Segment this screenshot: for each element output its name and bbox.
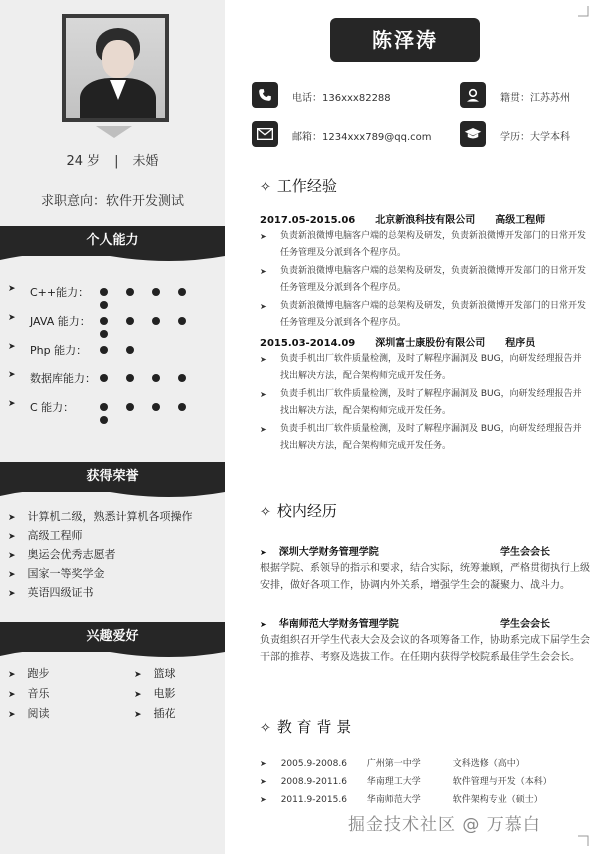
diamond-icon: ✧ bbox=[260, 180, 271, 195]
campus-entry-header bbox=[260, 543, 590, 558]
arrow-bullet-icon: ➤ bbox=[134, 670, 142, 680]
edu-period: 2005.9-2008.6 bbox=[280, 759, 347, 769]
arrow-bullet-icon: ➤ bbox=[8, 342, 16, 352]
honors-header bbox=[0, 462, 225, 492]
education-level: 学历：大学本科 bbox=[500, 132, 570, 143]
campus-role: 学生会会长 bbox=[500, 547, 550, 558]
arrow-bullet-icon: ➤ bbox=[260, 620, 267, 629]
arrow-bullet-icon: ➤ bbox=[260, 267, 267, 276]
edu-school: 华南师范大学 bbox=[366, 795, 421, 805]
skill-rating bbox=[100, 372, 204, 385]
job-objective: 求职意向：软件开发测试 bbox=[40, 194, 184, 209]
abilities-title: 个人能力 bbox=[86, 233, 139, 248]
arrow-bullet-icon: ➤ bbox=[8, 399, 16, 409]
edu-school: 广州第一中学 bbox=[366, 759, 421, 769]
job-period: 2017.05-2015.06 bbox=[260, 215, 356, 226]
skill-rating bbox=[100, 286, 223, 312]
edu-school: 华南理工大学 bbox=[366, 777, 421, 787]
job-duty-text: 负责新浪微博电脑客户端的总架构及研发，负责新浪微博开发部门的日常开发任务管理及分派到各个程序员。 bbox=[280, 301, 587, 328]
arrow-bullet-icon: ➤ bbox=[134, 690, 142, 700]
skill-rating bbox=[100, 315, 223, 341]
skill-row bbox=[8, 311, 223, 331]
hobby-text: 篮球 bbox=[153, 667, 176, 680]
job-header bbox=[260, 211, 565, 226]
separator: | bbox=[114, 154, 119, 169]
edu-major: 文科选修（高中） bbox=[452, 759, 525, 769]
arrow-bullet-icon: ➤ bbox=[8, 370, 16, 380]
profile-photo bbox=[66, 18, 165, 118]
campus-entry-text: 负责组织召开学生代表大会及会议的各项筹备工作，协助系完成下届学生会干部的推荐、考察及选拔工作。在任期内获得学校院系最佳学生会会长。 bbox=[260, 635, 590, 663]
job-duty bbox=[260, 263, 590, 297]
job-company: 北京新浪科技有限公司 bbox=[375, 215, 476, 226]
marital-status: 未婚 bbox=[132, 154, 159, 169]
hobby-text: 跑步 bbox=[27, 667, 50, 680]
arrow-bullet-icon: ➤ bbox=[8, 710, 16, 720]
arrow-bullet-icon: ➤ bbox=[8, 570, 16, 580]
skill-label: 数据库能力： bbox=[30, 372, 96, 385]
honor-text: 英语四级证书 bbox=[27, 586, 94, 599]
honor-text: 高级工程师 bbox=[27, 529, 83, 542]
campus-title-text: 校内经历 bbox=[276, 502, 337, 520]
honors-title: 获得荣誉 bbox=[86, 469, 139, 484]
honor-item bbox=[8, 508, 193, 524]
skill-label: C 能力： bbox=[30, 401, 75, 414]
job-duty bbox=[260, 228, 590, 262]
hobby-item bbox=[134, 705, 176, 721]
arrow-bullet-icon: ➤ bbox=[260, 795, 267, 804]
campus-org: 华南师范大学财务管理学院 bbox=[278, 619, 399, 630]
age: 24 岁 bbox=[66, 154, 101, 169]
arrow-bullet-icon: ➤ bbox=[260, 355, 267, 364]
honor-item bbox=[8, 527, 83, 543]
honor-item bbox=[8, 584, 94, 600]
job-company: 深圳富士康股份有限公司 bbox=[375, 338, 486, 349]
hobby-item bbox=[8, 665, 50, 681]
skill-row bbox=[8, 282, 223, 302]
profile-photo-frame bbox=[62, 14, 169, 122]
arrow-bullet-icon: ➤ bbox=[134, 710, 142, 720]
diamond-icon: ✧ bbox=[260, 721, 271, 736]
job-duty-text: 负责新浪微博电脑客户端的总架构及研发，负责新浪微博开发部门的日常开发任务管理及分派到各个程序员。 bbox=[280, 266, 587, 293]
job-duty-text: 负责手机出厂软件质量检测，及时了解程序漏洞及 BUG，向研发经理报告并找出解决方法，配合架构师完成开发任务。 bbox=[280, 354, 582, 381]
job-duty bbox=[260, 351, 590, 385]
hobby-item bbox=[8, 705, 50, 721]
abilities-header bbox=[0, 226, 225, 256]
edu-major: 软件架构专业（硕士） bbox=[452, 795, 543, 805]
age-marital-line bbox=[0, 150, 225, 169]
campus-role: 学生会会长 bbox=[500, 619, 550, 630]
skill-rating bbox=[100, 344, 152, 357]
education-row bbox=[260, 792, 590, 805]
hobby-text: 音乐 bbox=[27, 687, 50, 700]
campus-entry-header bbox=[260, 615, 590, 630]
edu-major: 软件管理与开发（本科） bbox=[452, 777, 552, 787]
arrow-bullet-icon: ➤ bbox=[8, 670, 16, 680]
campus-org: 深圳大学财务管理学院 bbox=[278, 547, 379, 558]
campus-section-title bbox=[260, 500, 337, 521]
skill-label: JAVA 能力： bbox=[30, 315, 91, 328]
arrow-bullet-icon: ➤ bbox=[260, 548, 267, 557]
education-row bbox=[260, 774, 590, 787]
edu-period: 2008.9-2011.6 bbox=[280, 777, 347, 787]
mail-icon bbox=[252, 121, 278, 147]
honor-item bbox=[8, 565, 105, 581]
job-duty-text: 负责手机出厂软件质量检测，及时了解程序漏洞及 BUG，向研发经理报告并找出解决方法，配合架构师完成开发任务。 bbox=[280, 389, 582, 416]
phone-number: 电话：136xxx82288 bbox=[292, 93, 391, 104]
corner-mark bbox=[578, 6, 592, 20]
arrow-bullet-icon: ➤ bbox=[8, 551, 16, 561]
diamond-icon: ✧ bbox=[260, 505, 271, 520]
arrow-bullet-icon: ➤ bbox=[260, 390, 267, 399]
skill-row bbox=[8, 397, 223, 417]
honor-text: 计算机二级，熟悉计算机各项操作 bbox=[27, 510, 193, 523]
skill-row bbox=[8, 340, 223, 360]
job-duty bbox=[260, 386, 590, 420]
honor-item bbox=[8, 546, 116, 562]
hobby-item bbox=[8, 685, 50, 701]
job-position: 程序员 bbox=[505, 338, 536, 349]
watermark: 掘金技术社区 @ 万慕白 bbox=[348, 815, 541, 835]
education-title-text: 教 育 背 景 bbox=[276, 718, 352, 736]
candidate-name: 陈泽涛 bbox=[330, 18, 480, 62]
hobby-text: 阅读 bbox=[27, 707, 50, 720]
hobby-text: 插花 bbox=[153, 707, 176, 720]
arrow-bullet-icon: ➤ bbox=[8, 589, 16, 599]
person-icon bbox=[460, 82, 486, 108]
arrow-bullet-icon: ➤ bbox=[260, 302, 267, 311]
corner-mark bbox=[578, 832, 592, 846]
job-duty-text: 负责新浪微博电脑客户端的总架构及研发，负责新浪微博开发部门的日常开发任务管理及分派到各个程序员。 bbox=[280, 231, 587, 258]
skill-label: Php 能力： bbox=[30, 344, 88, 357]
job-duty bbox=[260, 298, 590, 332]
hobbies-title: 兴趣爱好 bbox=[86, 629, 139, 644]
sidebar bbox=[0, 0, 225, 854]
skill-label: C++能力： bbox=[30, 286, 90, 299]
edu-period: 2011.9-2015.6 bbox=[280, 795, 347, 805]
job-duty bbox=[260, 421, 590, 455]
work-section-title bbox=[260, 175, 337, 196]
arrow-bullet-icon: ➤ bbox=[8, 313, 16, 323]
job-duty-text: 负责手机出厂软件质量检测，及时了解程序漏洞及 BUG，向研发经理报告并找出解决方法，配合架构师完成开发任务。 bbox=[280, 424, 582, 451]
origin: 籍贯：江苏苏州 bbox=[500, 93, 570, 104]
arrow-bullet-icon: ➤ bbox=[260, 777, 267, 786]
job-position: 高级工程师 bbox=[495, 215, 546, 226]
arrow-bullet-icon: ➤ bbox=[8, 284, 16, 294]
work-title-text: 工作经验 bbox=[276, 177, 337, 195]
photo-pointer bbox=[96, 126, 132, 138]
job-header bbox=[260, 334, 555, 349]
hobby-item bbox=[134, 685, 176, 701]
campus-entry-text: 根据学院、系领导的指示和要求，结合实际，统筹兼顾，严格贯彻执行上级安排，做好各项工作，协调内外关系，增强学生会的凝聚力、战斗力。 bbox=[260, 563, 590, 591]
honor-text: 奥运会优秀志愿者 bbox=[27, 548, 116, 561]
graduation-cap-icon bbox=[460, 121, 486, 147]
arrow-bullet-icon: ➤ bbox=[8, 690, 16, 700]
honor-text: 国家一等奖学金 bbox=[27, 567, 105, 580]
email-address: 邮箱：1234xxx789@qq.com bbox=[292, 132, 432, 143]
hobbies-header bbox=[0, 622, 225, 652]
arrow-bullet-icon: ➤ bbox=[8, 532, 16, 542]
skill-rating bbox=[100, 401, 223, 427]
hobby-text: 电影 bbox=[153, 687, 176, 700]
arrow-bullet-icon: ➤ bbox=[260, 759, 267, 768]
skill-row bbox=[8, 368, 223, 388]
arrow-bullet-icon: ➤ bbox=[260, 425, 267, 434]
arrow-bullet-icon: ➤ bbox=[260, 232, 267, 241]
arrow-bullet-icon: ➤ bbox=[8, 513, 16, 523]
hobby-item bbox=[134, 665, 176, 681]
education-row bbox=[260, 756, 590, 769]
job-period: 2015.03-2014.09 bbox=[260, 338, 356, 349]
phone-icon bbox=[252, 82, 278, 108]
education-section-title bbox=[260, 716, 351, 737]
